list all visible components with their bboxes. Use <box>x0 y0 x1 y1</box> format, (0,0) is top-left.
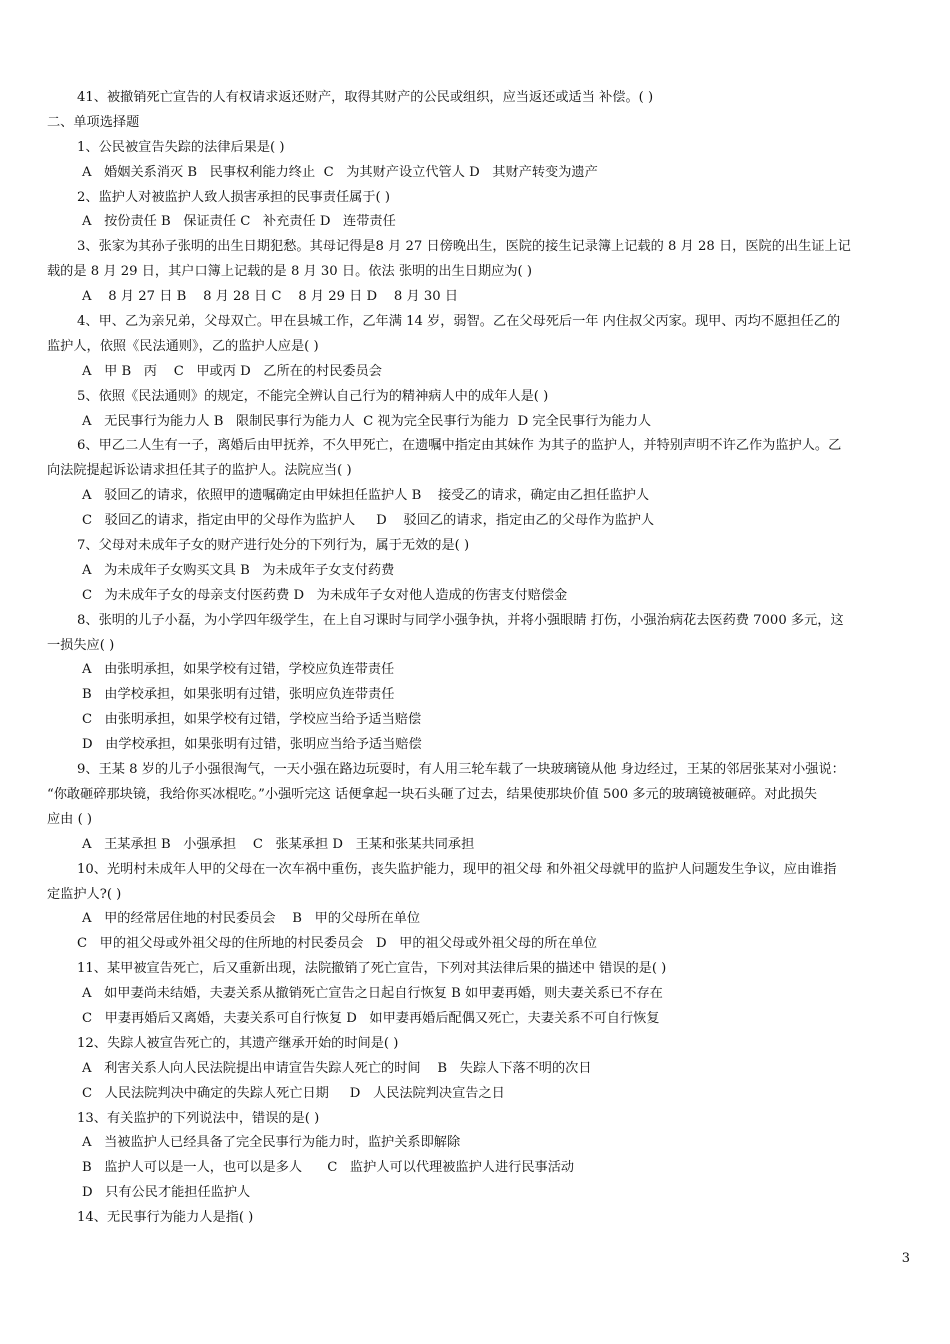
text-line: 14、无民事行为能力人是指( ) <box>77 1210 254 1226</box>
text-line: 6、甲乙二人生有一子，离婚后由甲抚养，不久甲死亡，在遗嘱中指定由其妹作 为其子的监护人，并特别声明不许乙作为监护人。乙 <box>77 438 842 454</box>
text-line: B 由学校承担，如果张明有过错，张明应负连带责任 <box>82 687 395 703</box>
text-line: A 甲 B 丙 C 甲或丙 D 乙所在的村民委员会 <box>82 363 382 379</box>
text-line: C 甲的祖父母或外祖父母的住所地的村民委员会 D 甲的祖父母或外祖父母的所在单位 <box>77 936 597 952</box>
page-number: 3 <box>901 1251 910 1266</box>
text-line: 向法院提起诉讼请求担任其子的监护人。法院应当( ) <box>47 463 352 479</box>
text-line: 定监护人?( ) <box>47 886 122 902</box>
text-line: A 王某承担 B 小强承担 C 张某承担 D 王某和张某共同承担 <box>82 836 475 852</box>
text-line: A 无民事行为能力人 B 限制民事行为能力人 C 视为完全民事行为能力 D 完全民事行为能力人 <box>82 413 652 429</box>
text-line: D 由学校承担，如果张明有过错，张明应当给予适当赔偿 <box>82 737 422 753</box>
text-line: C 驳回乙的请求，指定由甲的父母作为监护人 D 驳回乙的请求，指定由乙的父母作为监护人 <box>82 513 655 529</box>
text-line: 12、失踪人被宣告死亡的，其遗产继承开始的时间是( ) <box>77 1035 399 1051</box>
text-line: A 由张明承担，如果学校有过错，学校应负连带责任 <box>82 662 395 678</box>
text-line: 1、公民被宣告失踪的法律后果是( ) <box>77 139 285 155</box>
text-line: 7、父母对未成年子女的财产进行处分的下列行为，属于无效的是( ) <box>77 538 470 554</box>
text-line: 2、监护人对被监护人致人损害承担的民事责任属于( ) <box>77 189 390 205</box>
text-line: 3、张家为其孙子张明的出生日期犯愁。其母记得是8 月 27 日傍晚出生，医院的接生记录簿上记载的 8 月 28 日，医院的出生证上记 <box>77 239 851 255</box>
text-line: A 甲的经常居住地的村民委员会 B 甲的父母所在单位 <box>82 911 421 927</box>
text-line: D 只有公民才能担任监护人 <box>82 1185 251 1201</box>
text-line: 一损失应( ) <box>47 637 115 653</box>
text-line: 10、光明村未成年人甲的父母在一次车祸中重伤，丧失监护能力，现甲的祖父母 和外祖父母就甲的监护人问题发生争议，应由谁指 <box>77 861 837 877</box>
text-line: 13、有关监护的下列说法中，错误的是( ) <box>77 1110 320 1126</box>
text-line: A 驳回乙的请求，依照甲的遗嘱确定由甲妹担任监护人 B 接受乙的请求，确定由乙担任监护人 <box>82 488 650 504</box>
text-line: A 如甲妻尚未结婚，夫妻关系从撤销死亡宣告之日起自行恢复 B 如甲妻再婚，则夫妻关系已不存在 <box>82 986 663 1002</box>
text-line: A 婚姻关系消灭 B 民事权利能力终止 C 为其财产设立代管人 D 其财产转变为遗产 <box>82 164 598 180</box>
document-body <box>47 86 907 1231</box>
text-line: A 利害关系人向人民法院提出申请宣告失踪人死亡的时间 B 失踪人下落不明的次日 <box>82 1060 592 1076</box>
text-line: 8、张明的儿子小磊，为小学四年级学生，在上自习课时与同学小强争执，并将小强眼睛 打伤，小强治病花去医药费 7000 多元，这 <box>77 612 844 628</box>
text-line: 11、某甲被宣告死亡，后又重新出现，法院撤销了死亡宣告，下列对其法律后果的描述中 错误的是( ) <box>77 961 667 977</box>
text-line: 监护人，依照《民法通则》，乙的监护人应是( ) <box>47 338 319 354</box>
text-line: A 按份责任 B 保证责任 C 补充责任 D 连带责任 <box>82 214 396 230</box>
text-line: 41、被撤销死亡宣告的人有权请求返还财产，取得其财产的公民或组织，应当返还或适当 补偿。( ) <box>77 90 654 105</box>
text-line: C 人民法院判决中确定的失踪人死亡日期 D 人民法院判决宣告之日 <box>82 1085 505 1101</box>
text-line: C 为未成年子女的母亲支付医药费 D 为未成年子女对他人造成的伤害支付赔偿金 <box>82 587 568 603</box>
text-line: A 为未成年子女购买文具 B 为未成年子女支付药费 <box>82 562 395 578</box>
text-line: B 监护人可以是一人，也可以是多人 C 监护人可以代理被监护人进行民事活动 <box>82 1160 575 1176</box>
text-line: 4、甲、乙为亲兄弟，父母双亡。甲在县城工作，乙年满 14 岁，弱智。乙在父母死后一年 内住叔父丙家。现甲、丙均不愿担任乙的 <box>77 314 841 330</box>
text-line: C 甲妻再婚后又离婚，夫妻关系可自行恢复 D 如甲妻再婚后配偶又死亡，夫妻关系不可自行恢复 <box>82 1010 660 1026</box>
text-line: 应由 ( ) <box>47 811 93 827</box>
text-line: C 由张明承担，如果学校有过错，学校应当给予适当赔偿 <box>82 712 422 728</box>
text-line: 二、单项选择题 <box>47 114 140 130</box>
text-line: 9、王某 8 岁的儿子小强很淘气，一天小强在路边玩耍时，有人用三轮车载了一块玻璃镜从他 身边经过，王某的邻居张某对小强说： <box>77 762 845 778</box>
text-line: 载的是 8 月 29 日，其户口簿上记载的是 8 月 30 日。依法 张明的出生日期应为( ) <box>47 264 532 280</box>
text-line: A 8 月 27 日 B 8 月 28 日 C 8 月 29 日 D 8 月 30 日 <box>82 289 459 305</box>
text-line: A 当被监护人已经具备了完全民事行为能力时，监护关系即解除 <box>82 1135 461 1151</box>
text-line: “你敢砸碎那块镜，我给你买冰棍吃。”小强听完这 话便拿起一块石头砸了过去，结果使那块价值 500 多元的玻璃镜被砸碎。对此损失 <box>47 786 817 802</box>
text-line: 5、依照《民法通则》的规定，不能完全辨认自己行为的精神病人中的成年人是( ) <box>77 388 549 404</box>
